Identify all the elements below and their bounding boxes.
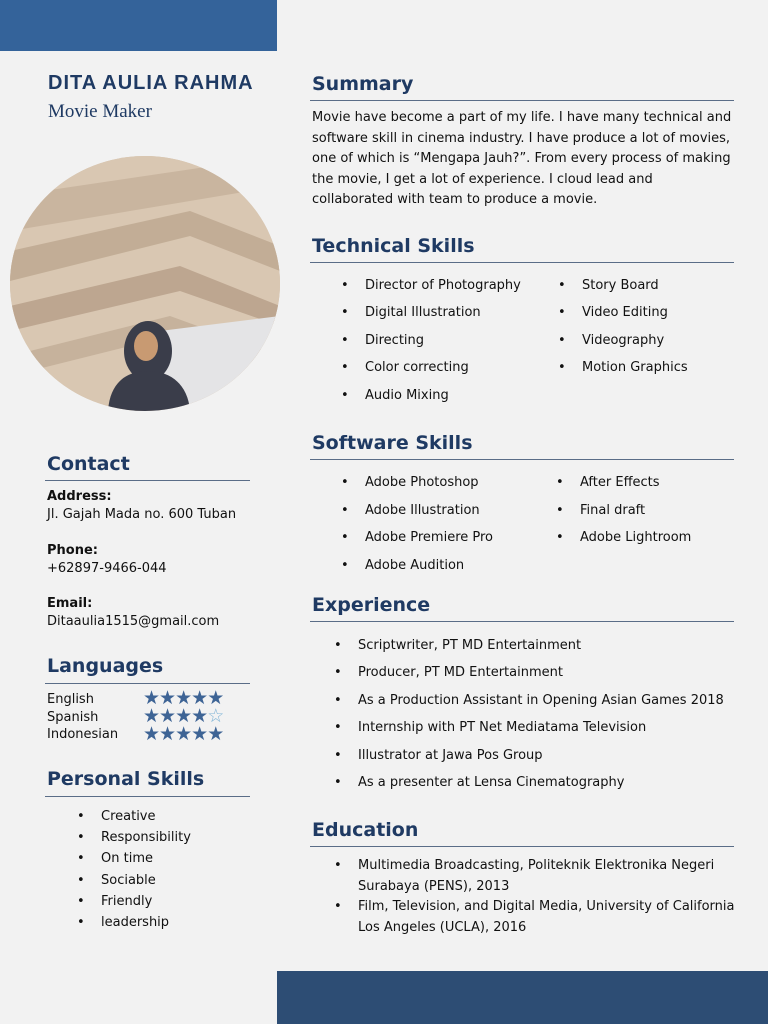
top-accent-bar: [0, 0, 277, 51]
technical-skills-divider: [310, 262, 734, 263]
list-item: • Color correcting: [365, 354, 521, 381]
list-item: • Responsibility: [101, 827, 191, 848]
list-item: • leadership: [101, 912, 191, 933]
list-item: • Adobe Audition: [365, 552, 493, 580]
list-item: • Videography: [582, 327, 688, 354]
personal-skills-heading: Personal Skills: [47, 768, 205, 790]
bottom-accent-bar: [277, 971, 768, 1024]
list-item: • Director of Photography: [365, 272, 521, 299]
education-line: Los Angeles (UCLA), 2016: [358, 919, 527, 935]
software-skills-divider: [310, 459, 734, 460]
list-item: • Scriptwriter, PT MD Entertainment: [358, 632, 724, 659]
profile-photo: [10, 156, 280, 411]
list-item: • On time: [101, 848, 191, 869]
star-empty-icon: ☆: [207, 705, 224, 727]
star-filled-icon: ★: [191, 723, 208, 745]
list-item: • Sociable: [101, 870, 191, 891]
phone-value: +62897-9466-044: [47, 561, 167, 576]
list-item: • Adobe Premiere Pro: [365, 524, 493, 552]
software-skills-list-1: [365, 469, 493, 579]
list-item: • Producer, PT MD Entertainment: [358, 659, 724, 686]
languages-heading: Languages: [47, 655, 164, 677]
star-filled-icon: ★: [191, 705, 208, 727]
phone-label: Phone:: [47, 543, 98, 558]
education-line: • Multimedia Broadcasting, Politeknik Elektronika Negeri: [358, 858, 715, 873]
list-item: • Internship with PT Net Mediatama Television: [358, 714, 724, 741]
star-filled-icon: ★: [143, 687, 160, 709]
personal-skills-list: [101, 806, 191, 933]
list-item: • As a presenter at Lensa Cinematography: [358, 769, 724, 796]
languages-divider: [45, 683, 250, 684]
list-item: • Final draft: [580, 497, 691, 525]
star-filled-icon: ★: [159, 723, 176, 745]
technical-skills-heading: Technical Skills: [312, 235, 475, 257]
star-filled-icon: ★: [207, 687, 224, 709]
experience-heading: Experience: [312, 594, 431, 616]
education-line: • Film, Television, and Digital Media, University of California: [358, 899, 735, 914]
summary-text: Movie have become a part of my life. I have many technical and software skill in cinema industry. I have produce a lot of movies, one of which is “Mengapa Jauh?”. From every process of making the movie, I get a lot of experience. I cloud lead and collaborated with team to produce a movie.: [312, 110, 732, 207]
list-item: • As a Production Assistant in Opening Asian Games 2018: [358, 687, 724, 714]
education-heading: Education: [312, 819, 419, 841]
technical-skills-list-2: [582, 272, 688, 382]
list-item: • Video Editing: [582, 299, 688, 326]
list-item: • After Effects: [580, 469, 691, 497]
star-filled-icon: ★: [191, 687, 208, 709]
email-label: Email:: [47, 596, 93, 611]
language-name: English: [47, 692, 94, 707]
star-filled-icon: ★: [159, 687, 176, 709]
star-filled-icon: ★: [175, 723, 192, 745]
personal-skills-divider: [45, 796, 250, 797]
software-skills-list-2: [580, 469, 691, 552]
language-name: Spanish: [47, 710, 99, 725]
list-item: • Friendly: [101, 891, 191, 912]
list-item: • Audio Mixing: [365, 382, 521, 409]
education-divider: [310, 846, 734, 847]
summary-heading: Summary: [312, 73, 414, 95]
technical-skills-list-1: [365, 272, 521, 409]
star-filled-icon: ★: [143, 705, 160, 727]
list-item: • Adobe Illustration: [365, 497, 493, 525]
list-item: • Directing: [365, 327, 521, 354]
contact-heading: Contact: [47, 453, 130, 475]
list-item: • Digital Illustration: [365, 299, 521, 326]
summary-divider: [310, 100, 734, 101]
star-filled-icon: ★: [207, 723, 224, 745]
list-item: • Illustrator at Jawa Pos Group: [358, 742, 724, 769]
language-rating-stars: [143, 725, 223, 744]
address-label: Address:: [47, 489, 112, 504]
list-item: • Adobe Photoshop: [365, 469, 493, 497]
star-filled-icon: ★: [159, 705, 176, 727]
contact-divider: [45, 480, 250, 481]
education-list: [358, 856, 734, 938]
list-item: • Adobe Lightroom: [580, 524, 691, 552]
star-filled-icon: ★: [175, 687, 192, 709]
person-name: DITA AULIA RAHMA: [48, 72, 254, 94]
list-item: • Creative: [101, 806, 191, 827]
experience-divider: [310, 621, 734, 622]
list-item: • Motion Graphics: [582, 354, 688, 381]
address-value: Jl. Gajah Mada no. 600 Tuban: [47, 507, 237, 522]
list-item: [358, 856, 734, 897]
list-item: • Story Board: [582, 272, 688, 299]
language-name: Indonesian: [47, 727, 119, 742]
education-line: Surabaya (PENS), 2013: [358, 878, 510, 894]
experience-list: [358, 632, 724, 796]
email-value: Ditaaulia1515@gmail.com: [47, 614, 220, 629]
software-skills-heading: Software Skills: [312, 432, 473, 454]
star-filled-icon: ★: [143, 723, 160, 745]
person-role: Movie Maker: [48, 101, 152, 122]
list-item: [358, 897, 734, 938]
star-filled-icon: ★: [175, 705, 192, 727]
